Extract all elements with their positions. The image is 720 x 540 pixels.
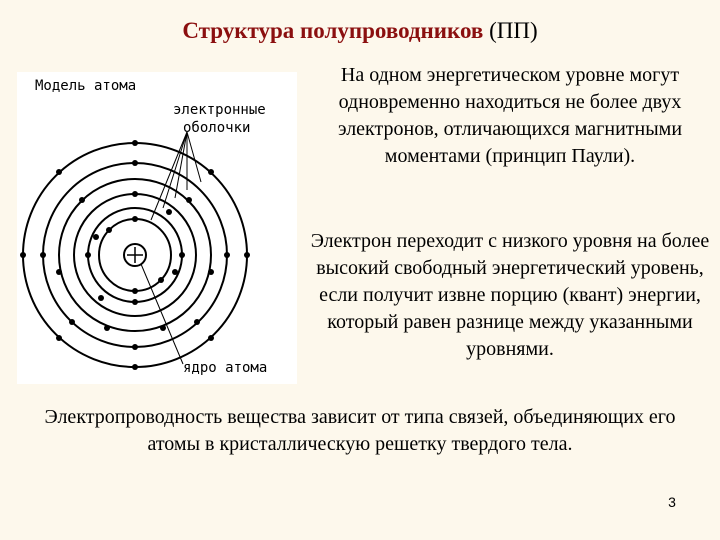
electron [158, 277, 164, 283]
electron [132, 216, 138, 222]
electron [166, 209, 172, 215]
electron [208, 269, 214, 275]
electron [179, 252, 185, 258]
electron [172, 269, 178, 275]
atom-model-figure [17, 72, 297, 384]
electron [132, 364, 138, 370]
title-main: Структура полупроводников [182, 18, 484, 43]
electron [132, 140, 138, 146]
electron [56, 169, 62, 175]
electron [186, 197, 192, 203]
electron [132, 191, 138, 197]
electron [98, 295, 104, 301]
shells-label-line1: электронные [173, 102, 266, 118]
paragraph-pauli-principle: На одном энергетическом уровне могут одновременно находиться не более двух электронов, отличающихся магнитными моментами (принцип Паули). [337, 64, 683, 167]
electron [132, 344, 138, 350]
electron [132, 288, 138, 294]
paragraph-conductivity: Электропроводность вещества зависит от типа связей, объединяющих его атомы в кристаллическую решетку твердого тела. [44, 406, 676, 455]
figure-caption: Модель атома [35, 78, 137, 94]
electron [56, 335, 62, 341]
electron [93, 234, 99, 240]
electron [244, 252, 250, 258]
paragraph-electron-transition: Электрон переходит с низкого уровня на более высокий свободный энергетический уровень, если получит извне порцию (квант) энергии, который равен разнице между указанными уровнями. [310, 230, 710, 360]
shells-label-line2: оболочки [183, 120, 251, 136]
nucleus-label: ядро атома [183, 360, 268, 376]
slide-title [0, 16, 720, 46]
electron [132, 160, 138, 166]
electron [160, 325, 166, 331]
atom-model-diagram [17, 72, 297, 384]
electron [85, 252, 91, 258]
electron [20, 252, 26, 258]
electron [79, 197, 85, 203]
electron [208, 335, 214, 341]
page-number: 3 [668, 494, 676, 510]
electron [224, 252, 230, 258]
electron [208, 169, 214, 175]
electron [56, 269, 62, 275]
electron [194, 319, 200, 325]
electron [106, 227, 112, 233]
electron [104, 325, 110, 331]
title-abbreviation: (ПП) [489, 18, 538, 43]
electron [40, 252, 46, 258]
electron [132, 299, 138, 305]
electron [69, 319, 75, 325]
